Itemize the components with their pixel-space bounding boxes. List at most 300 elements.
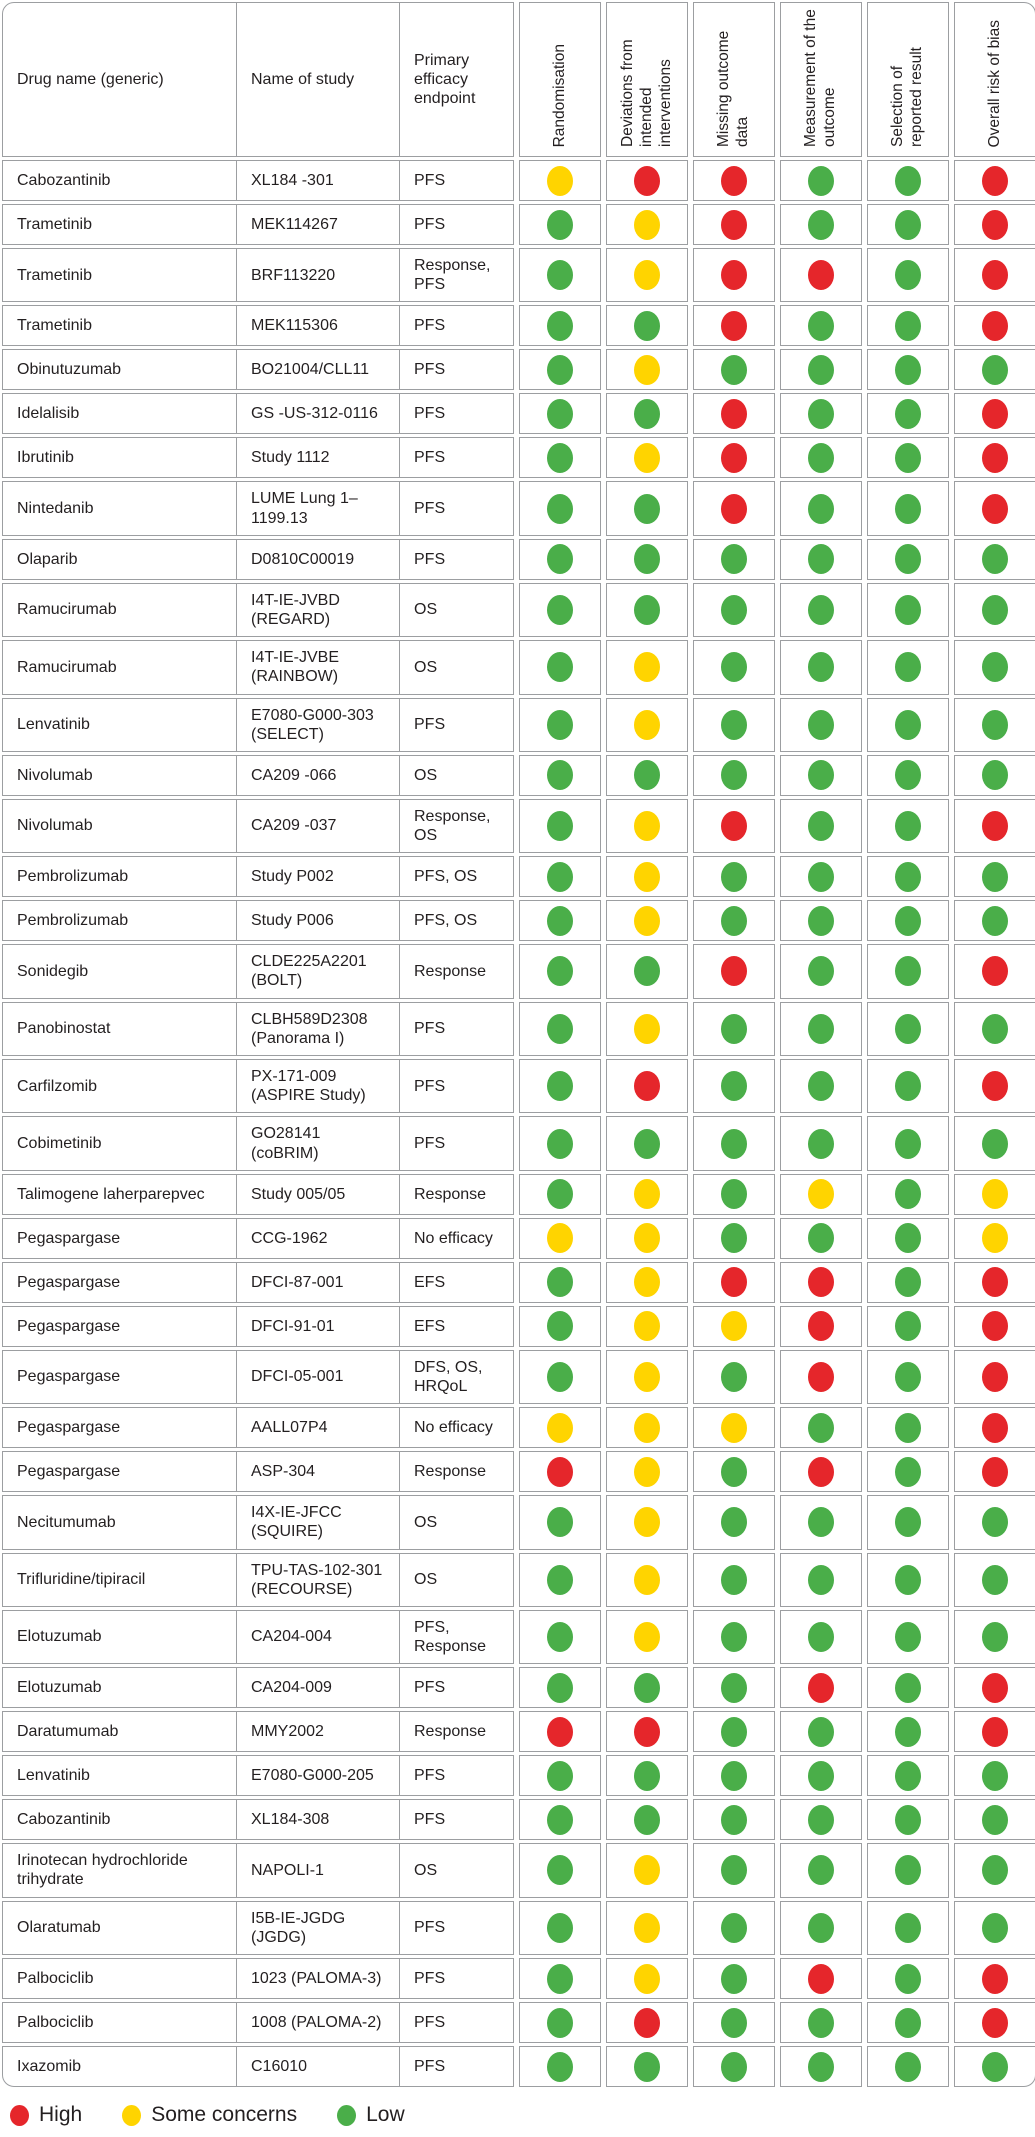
table-row	[2, 1262, 1035, 1303]
rating-cell	[954, 2002, 1035, 2043]
table-row	[2, 1901, 1035, 1955]
table-row	[2, 349, 1035, 390]
drug-name-cell: Nivolumab	[17, 766, 93, 784]
risk-dot-low-icon	[721, 1565, 747, 1595]
rating-cell	[954, 1116, 1035, 1170]
rating-cell	[780, 1711, 862, 1752]
risk-dot-low-icon	[808, 2052, 834, 2082]
rating-cell	[519, 248, 601, 302]
drug-name-cell: Trametinib	[17, 266, 92, 284]
study-name-cell: NAPOLI-1	[236, 1844, 399, 1896]
rating-cell	[867, 1495, 949, 1549]
table-row	[2, 393, 1035, 434]
risk-dot-low-icon	[634, 956, 660, 986]
rating-cell	[954, 1002, 1035, 1056]
row-text-cells	[2, 799, 514, 853]
rating-cell	[519, 856, 601, 897]
rating-cell	[954, 1495, 1035, 1549]
risk-dot-high-icon	[808, 1457, 834, 1487]
rating-cell	[780, 698, 862, 752]
rating-cell	[693, 698, 775, 752]
study-name-cell: CA204-009	[236, 1668, 399, 1707]
drug-name-cell: Nintedanib	[17, 499, 94, 517]
rating-cell	[606, 1218, 688, 1259]
risk-dot-low-icon	[721, 1014, 747, 1044]
risk-dot-low-icon	[808, 1223, 834, 1253]
risk-dot-low-icon	[895, 1855, 921, 1885]
rating-cell	[954, 1667, 1035, 1708]
row-text-cells	[2, 640, 514, 694]
rating-cell	[867, 1755, 949, 1796]
risk-dot-low-icon	[808, 1565, 834, 1595]
row-text-cells	[2, 393, 514, 434]
risk-dot-low-icon	[808, 1413, 834, 1443]
endpoint-cell: OS	[399, 756, 512, 795]
rating-cell	[867, 2046, 949, 2087]
row-text-cells	[2, 1174, 514, 1215]
rating-cell	[780, 944, 862, 998]
rating-cell	[867, 1667, 949, 1708]
row-text-cells	[2, 1755, 514, 1796]
rotated-header-label: Selection of reported result	[889, 47, 925, 147]
rating-cell	[606, 1451, 688, 1492]
rating-cell	[780, 583, 862, 637]
risk-dot-low-icon	[547, 760, 573, 790]
rating-cell	[867, 1553, 949, 1607]
endpoint-cell: OS	[399, 641, 512, 693]
rating-cell	[606, 2002, 688, 2043]
rating-cell	[693, 1755, 775, 1796]
rating-cell	[780, 1755, 862, 1796]
rating-cell	[519, 1901, 601, 1955]
rating-cell	[519, 1116, 601, 1170]
risk-dot-high-icon	[721, 443, 747, 473]
rating-cell	[693, 1843, 775, 1897]
rating-cell	[519, 1002, 601, 1056]
study-name-cell: Study P006	[236, 901, 399, 940]
rating-cell	[606, 1799, 688, 1840]
col-header-missing-data	[693, 2, 775, 157]
risk-dot-high-icon	[982, 1362, 1008, 1392]
rating-cell	[954, 698, 1035, 752]
legend-item-some-concerns	[122, 2103, 297, 2127]
risk-dot-low-icon	[895, 1717, 921, 1747]
endpoint-cell: PFS	[399, 1668, 512, 1707]
rating-cell	[606, 900, 688, 941]
drug-name-cell: Pegaspargase	[17, 1368, 121, 1386]
endpoint-cell: EFS	[399, 1263, 512, 1302]
row-text-cells	[2, 755, 514, 796]
rating-cell	[693, 1711, 775, 1752]
risk-dot-low-icon	[634, 2052, 660, 2082]
rating-cell	[606, 1958, 688, 1999]
rating-cell	[693, 1667, 775, 1708]
rating-cell	[867, 856, 949, 897]
risk-dot-high-icon	[982, 1717, 1008, 1747]
rating-cell	[606, 755, 688, 796]
rating-cell	[519, 1843, 601, 1897]
endpoint-cell: PFS	[399, 1003, 512, 1055]
rating-cell	[954, 640, 1035, 694]
study-name-cell: CLBH589D2308 (Panorama I)	[236, 1003, 399, 1055]
risk-dot-some-icon	[634, 1223, 660, 1253]
rating-cell	[693, 640, 775, 694]
risk-dot-some-icon	[634, 260, 660, 290]
rotated-header-label: Overall risk of bias	[985, 19, 1003, 147]
risk-dot-some-icon	[634, 210, 660, 240]
rating-cell	[954, 1350, 1035, 1404]
rating-cell	[954, 204, 1035, 245]
risk-dot-low-icon	[895, 1223, 921, 1253]
rating-cell	[954, 160, 1035, 201]
rating-cell	[780, 1667, 862, 1708]
risk-dot-low-icon	[721, 1622, 747, 1652]
row-text-cells	[2, 1610, 514, 1664]
risk-dot-low-icon	[547, 1565, 573, 1595]
rating-cell	[867, 1174, 949, 1215]
table-row	[2, 160, 1035, 201]
study-name-cell: MEK114267	[236, 205, 399, 244]
row-text-cells	[2, 900, 514, 941]
rating-cell	[606, 248, 688, 302]
table-row	[2, 1116, 1035, 1170]
risk-dot-low-icon	[895, 210, 921, 240]
risk-dot-low-icon	[808, 1129, 834, 1159]
risk-dot-some-icon	[634, 1913, 660, 1943]
rating-cell	[954, 1610, 1035, 1664]
endpoint-cell: PFS	[399, 394, 512, 433]
risk-dot-low-icon	[982, 1014, 1008, 1044]
rating-cell	[693, 160, 775, 201]
rating-cell	[606, 1174, 688, 1215]
risk-dot-high-icon	[634, 166, 660, 196]
table-body	[2, 160, 1035, 2087]
rating-cell	[693, 1610, 775, 1664]
rating-cell	[867, 160, 949, 201]
risk-dot-low-icon	[634, 1761, 660, 1791]
risk-dot-low-icon	[547, 355, 573, 385]
rating-cell	[780, 1059, 862, 1113]
rating-cell	[780, 1174, 862, 1215]
rating-cell	[693, 204, 775, 245]
risk-dot-low-icon	[634, 544, 660, 574]
risk-dot-low-icon	[547, 811, 573, 841]
rating-cell	[780, 393, 862, 434]
col-header-drug-name: Drug name (generic)	[17, 70, 164, 88]
rating-cell	[519, 2002, 601, 2043]
rating-cell	[867, 349, 949, 390]
risk-dot-low-icon	[547, 443, 573, 473]
risk-dot-low-icon	[895, 862, 921, 892]
risk-dot-high-icon	[808, 1673, 834, 1703]
risk-dot-some-icon	[634, 1507, 660, 1537]
study-name-cell: CA209 -037	[236, 800, 399, 852]
risk-dot-low-icon	[808, 443, 834, 473]
risk-dot-low-icon	[982, 1565, 1008, 1595]
risk-dot-low-icon	[808, 652, 834, 682]
risk-dot-some-icon	[634, 1014, 660, 1044]
risk-dot-low-icon	[895, 399, 921, 429]
risk-dot-high-icon	[808, 1362, 834, 1392]
risk-dot-low-icon	[895, 1805, 921, 1835]
endpoint-cell: PFS	[399, 1959, 512, 1998]
endpoint-cell: Response, PFS	[399, 249, 512, 301]
legend	[2, 2090, 1035, 2137]
drug-name-cell: Olaparib	[17, 550, 78, 568]
risk-dot-low-icon	[982, 1622, 1008, 1652]
study-name-cell: I5B-IE-JGDG (JGDG)	[236, 1902, 399, 1954]
endpoint-cell: PFS	[399, 540, 512, 579]
table-row	[2, 1610, 1035, 1664]
risk-dot-high-icon	[982, 1267, 1008, 1297]
risk-dot-some-icon	[634, 652, 660, 682]
rating-cell	[867, 481, 949, 535]
risk-dot-low-icon	[547, 399, 573, 429]
rating-cell	[519, 1495, 601, 1549]
risk-dot-some-icon	[634, 1457, 660, 1487]
rating-cell	[519, 349, 601, 390]
risk-dot-low-icon	[547, 1071, 573, 1101]
risk-dot-some-icon	[721, 1413, 747, 1443]
study-name-cell: AALL07P4	[236, 1408, 399, 1447]
risk-dot-low-icon	[547, 1622, 573, 1652]
drug-name-cell: Cobimetinib	[17, 1134, 102, 1152]
study-name-cell: 1008 (PALOMA-2)	[236, 2003, 399, 2042]
study-name-cell: I4T-IE-JVBE (RAINBOW)	[236, 641, 399, 693]
drug-name-cell: Irinotecan hydrochloride trihydrate	[17, 1852, 188, 1889]
rating-cell	[519, 1306, 601, 1347]
rating-cell	[780, 1116, 862, 1170]
rating-cell	[954, 755, 1035, 796]
risk-dot-low-icon	[547, 2008, 573, 2038]
risk-dot-high-icon	[634, 1071, 660, 1101]
rating-cell	[780, 481, 862, 535]
rating-cell	[867, 944, 949, 998]
study-name-cell: GS -US-312-0116	[236, 394, 399, 433]
risk-dot-low-icon	[721, 1761, 747, 1791]
high-risk-dot-icon	[10, 2105, 29, 2126]
table-row	[2, 1174, 1035, 1215]
col-header-endpoint: Primary efficacy endpoint	[399, 3, 512, 156]
rating-cell	[519, 160, 601, 201]
endpoint-cell: PFS	[399, 306, 512, 345]
risk-dot-low-icon	[634, 760, 660, 790]
table-row	[2, 1843, 1035, 1897]
risk-dot-some-icon	[634, 1311, 660, 1341]
risk-dot-low-icon	[721, 1855, 747, 1885]
risk-dot-high-icon	[982, 210, 1008, 240]
risk-dot-some-icon	[634, 710, 660, 740]
endpoint-cell: Response	[399, 1175, 512, 1214]
risk-dot-low-icon	[808, 1717, 834, 1747]
rating-cell	[867, 248, 949, 302]
drug-name-cell: Carfilzomib	[17, 1077, 98, 1095]
risk-dot-low-icon	[721, 862, 747, 892]
legend-item-low	[337, 2103, 405, 2127]
legend-item-high	[10, 2103, 82, 2127]
risk-dot-low-icon	[808, 1761, 834, 1791]
risk-dot-some-icon	[634, 1964, 660, 1994]
risk-dot-low-icon	[895, 956, 921, 986]
rating-cell	[519, 305, 601, 346]
rating-cell	[780, 437, 862, 478]
risk-dot-low-icon	[895, 1565, 921, 1595]
rating-cell	[867, 2002, 949, 2043]
study-name-cell: D0810C00019	[236, 540, 399, 579]
risk-dot-low-icon	[895, 1507, 921, 1537]
rating-cell	[867, 1407, 949, 1448]
table-row	[2, 856, 1035, 897]
study-name-cell: Study 005/05	[236, 1175, 399, 1214]
rating-cell	[954, 1755, 1035, 1796]
drug-name-cell: Idelalisib	[17, 405, 80, 423]
rating-cell	[693, 1495, 775, 1549]
rating-cell	[519, 1407, 601, 1448]
risk-dot-low-icon	[895, 1622, 921, 1652]
rating-cell	[954, 393, 1035, 434]
risk-dot-low-icon	[895, 1413, 921, 1443]
rating-cell	[606, 481, 688, 535]
risk-dot-high-icon	[982, 1311, 1008, 1341]
drug-name-cell: Obinutuzumab	[17, 361, 122, 379]
endpoint-cell: PFS	[399, 2047, 512, 2086]
rating-cell	[693, 1002, 775, 1056]
rating-cell	[519, 204, 601, 245]
rating-cell	[606, 393, 688, 434]
rating-cell	[693, 900, 775, 941]
risk-dot-low-icon	[808, 710, 834, 740]
risk-dot-low-icon	[634, 494, 660, 524]
rating-cell	[780, 1901, 862, 1955]
rating-cell	[780, 1306, 862, 1347]
table-row	[2, 2046, 1035, 2087]
endpoint-cell: PFS	[399, 1902, 512, 1954]
endpoint-cell: PFS	[399, 438, 512, 477]
risk-dot-high-icon	[982, 260, 1008, 290]
row-text-cells	[2, 1843, 514, 1897]
rating-cell	[954, 1901, 1035, 1955]
rating-cell	[606, 1350, 688, 1404]
risk-dot-low-icon	[721, 652, 747, 682]
rating-cell	[693, 1407, 775, 1448]
risk-dot-low-icon	[721, 1179, 747, 1209]
risk-dot-low-icon	[808, 399, 834, 429]
risk-dot-low-icon	[721, 1964, 747, 1994]
rating-cell	[693, 1451, 775, 1492]
risk-dot-low-icon	[547, 544, 573, 574]
rating-cell	[693, 248, 775, 302]
risk-dot-some-icon	[808, 1179, 834, 1209]
endpoint-cell: OS	[399, 1844, 512, 1896]
risk-dot-low-icon	[895, 1913, 921, 1943]
rating-cell	[606, 698, 688, 752]
drug-name-cell: Pegaspargase	[17, 1463, 121, 1481]
rating-cell	[693, 481, 775, 535]
risk-dot-low-icon	[982, 710, 1008, 740]
drug-name-cell: Trifluridine/tipiracil	[17, 1571, 146, 1589]
risk-dot-low-icon	[721, 355, 747, 385]
rating-cell	[606, 160, 688, 201]
risk-dot-low-icon	[808, 760, 834, 790]
endpoint-cell: PFS	[399, 1060, 512, 1112]
rating-cell	[519, 1799, 601, 1840]
row-text-cells	[2, 2002, 514, 2043]
risk-dot-high-icon	[721, 494, 747, 524]
rating-cell	[606, 2046, 688, 2087]
study-name-cell: GO28141 (coBRIM)	[236, 1117, 399, 1169]
rating-cell	[606, 1262, 688, 1303]
table-row	[2, 1495, 1035, 1549]
legend-label-high: High	[39, 2103, 83, 2126]
risk-dot-some-icon	[982, 1179, 1008, 1209]
risk-dot-low-icon	[895, 1129, 921, 1159]
rating-cell	[693, 1116, 775, 1170]
table-row	[2, 481, 1035, 535]
risk-dot-low-icon	[808, 1507, 834, 1537]
risk-dot-high-icon	[982, 494, 1008, 524]
risk-dot-low-icon	[895, 760, 921, 790]
rating-cell	[954, 1059, 1035, 1113]
risk-dot-high-icon	[982, 1673, 1008, 1703]
risk-dot-low-icon	[895, 1362, 921, 1392]
row-text-cells	[2, 160, 514, 201]
risk-dot-low-icon	[634, 1805, 660, 1835]
study-name-cell: TPU-TAS-102-301 (RECOURSE)	[236, 1554, 399, 1606]
risk-dot-low-icon	[721, 1717, 747, 1747]
rating-cell	[519, 1350, 601, 1404]
rating-cell	[954, 1262, 1035, 1303]
rotated-header-label: Missing outcome data	[715, 30, 751, 147]
rating-cell	[519, 640, 601, 694]
rating-cell	[606, 1667, 688, 1708]
risk-dot-low-icon	[721, 1129, 747, 1159]
drug-name-cell: Olaratumab	[17, 1919, 101, 1937]
rating-cell	[519, 799, 601, 853]
rating-cell	[693, 1553, 775, 1607]
drug-name-cell: Lenvatinib	[17, 1767, 90, 1785]
drug-name-cell: Talimogene laherparepvec	[17, 1185, 205, 1203]
rating-cell	[519, 755, 601, 796]
endpoint-cell: PFS	[399, 350, 512, 389]
risk-dot-some-icon	[634, 1267, 660, 1297]
risk-dot-low-icon	[895, 494, 921, 524]
risk-dot-low-icon	[895, 260, 921, 290]
rating-cell	[867, 1843, 949, 1897]
col-header-randomisation	[519, 2, 601, 157]
rating-cell	[780, 1553, 862, 1607]
rating-cell	[780, 160, 862, 201]
risk-dot-low-icon	[721, 710, 747, 740]
risk-dot-low-icon	[895, 1457, 921, 1487]
endpoint-cell: PFS	[399, 161, 512, 200]
risk-dot-some-icon	[634, 355, 660, 385]
risk-dot-low-icon	[895, 544, 921, 574]
study-name-cell: LUME Lung 1– 1199.13	[236, 482, 399, 534]
col-header-selection	[867, 2, 949, 157]
risk-dot-low-icon	[895, 443, 921, 473]
risk-dot-low-icon	[547, 1014, 573, 1044]
rating-cell	[606, 1553, 688, 1607]
rating-cell	[780, 305, 862, 346]
risk-dot-low-icon	[808, 311, 834, 341]
rating-cell	[519, 944, 601, 998]
rating-cell	[693, 1350, 775, 1404]
risk-dot-high-icon	[982, 811, 1008, 841]
rating-cell	[519, 583, 601, 637]
drug-name-cell: Pegaspargase	[17, 1317, 121, 1335]
rating-cell	[519, 1262, 601, 1303]
rating-cell	[867, 1306, 949, 1347]
